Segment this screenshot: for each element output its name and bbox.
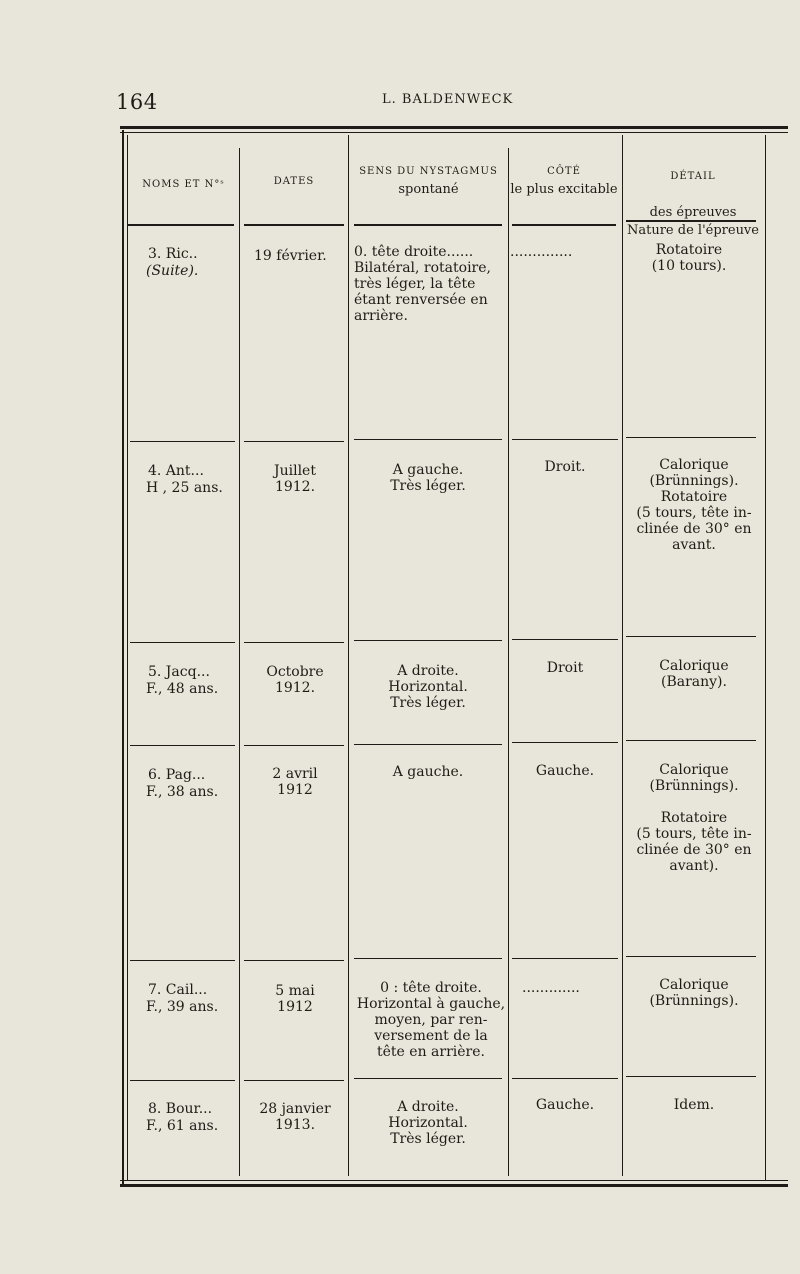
col-sep-3: [508, 148, 509, 1176]
col-sep-1: [239, 148, 240, 1176]
table-top-rule: [120, 126, 788, 129]
side: Gauche.: [535, 763, 595, 779]
column-header-test: DÉTAIL des épreuves Nature de l'épreuve: [627, 171, 759, 238]
side: Droit: [546, 660, 584, 676]
col-sep-4: [622, 135, 623, 1176]
running-head: L. BALDENWECK: [382, 92, 514, 107]
date: Juillet 1912.: [274, 463, 316, 495]
table-top-rule-thin: [120, 132, 788, 133]
date: 19 février.: [254, 248, 327, 264]
test: Calorique (Brünnings). Rotatoire (5 tours, tête in- clinée de 30° en avant.: [636, 457, 752, 553]
patient-detail: F., 61 ans.: [146, 1118, 219, 1134]
table-left-border-inner: [127, 135, 128, 1181]
test: Idem.: [673, 1097, 715, 1113]
patient-name: 4. Ant...: [148, 463, 204, 479]
side: .............: [522, 980, 580, 996]
table-bottom-rule: [120, 1180, 788, 1181]
patient-detail: F., 39 ans.: [146, 999, 219, 1015]
date: Octobre 1912.: [266, 664, 324, 696]
patient-detail: H , 25 ans.: [146, 480, 223, 496]
col-sep-2: [348, 135, 349, 1176]
header-underline-2: [244, 224, 344, 226]
patient-name: 6. Pag...: [148, 767, 206, 783]
side: ..............: [510, 244, 573, 260]
page-number: 164: [116, 90, 158, 114]
table-left-border: [122, 130, 124, 1186]
nystagmus: 0. tête droite...... Bilatéral, rotatoire, très léger, la tête étant renversée en arrière.: [354, 244, 491, 324]
date: 28 janvier 1913.: [259, 1101, 331, 1133]
column-header-dates: DATES: [273, 176, 315, 187]
test: Rotatoire (10 tours).: [651, 242, 727, 274]
table-right-border: [765, 135, 766, 1181]
patient-detail: (Suite).: [146, 263, 199, 279]
nystagmus: A gauche.: [392, 764, 464, 780]
side: Droit.: [544, 459, 586, 475]
patient-name: 8. Bour...: [148, 1101, 213, 1117]
header-underline-4: [512, 224, 616, 226]
nystagmus: A droite. Horizontal. Très léger.: [388, 1099, 468, 1147]
column-header-side: CÔTÉ le plus excitable: [510, 166, 618, 197]
column-header-names: NOMS ET N°ˢ: [142, 179, 225, 190]
date: 5 mai 1912: [275, 983, 315, 1015]
table-bottom-rule-thick: [120, 1184, 788, 1187]
patient-name: 5. Jacq...: [148, 664, 210, 680]
nystagmus: A gauche. Très léger.: [390, 462, 466, 494]
side: Gauche.: [535, 1097, 595, 1113]
nystagmus: A droite. Horizontal. Très léger.: [388, 663, 468, 711]
patient-detail: F., 38 ans.: [146, 784, 219, 800]
patient-detail: F., 48 ans.: [146, 681, 219, 697]
test: Calorique (Barany).: [659, 658, 729, 690]
patient-name: 3. Ric..: [148, 246, 198, 262]
header-underline-3: [354, 224, 502, 226]
header-underline-1: [128, 224, 234, 226]
patient-name: 7. Cail...: [148, 982, 208, 998]
column-header-nystagmus: SENS DU NYSTAGMUS spontané: [359, 166, 498, 197]
date: 2 avril 1912: [272, 766, 318, 798]
test: Calorique (Brünnings). Rotatoire (5 tours, tête in- clinée de 30° en avant).: [636, 762, 752, 874]
test: Calorique (Brünnings).: [649, 977, 739, 1009]
nystagmus: 0 : tête droite. Horizontal à gauche, moyen, par ren- versement de la tête en arrière.: [356, 980, 506, 1060]
